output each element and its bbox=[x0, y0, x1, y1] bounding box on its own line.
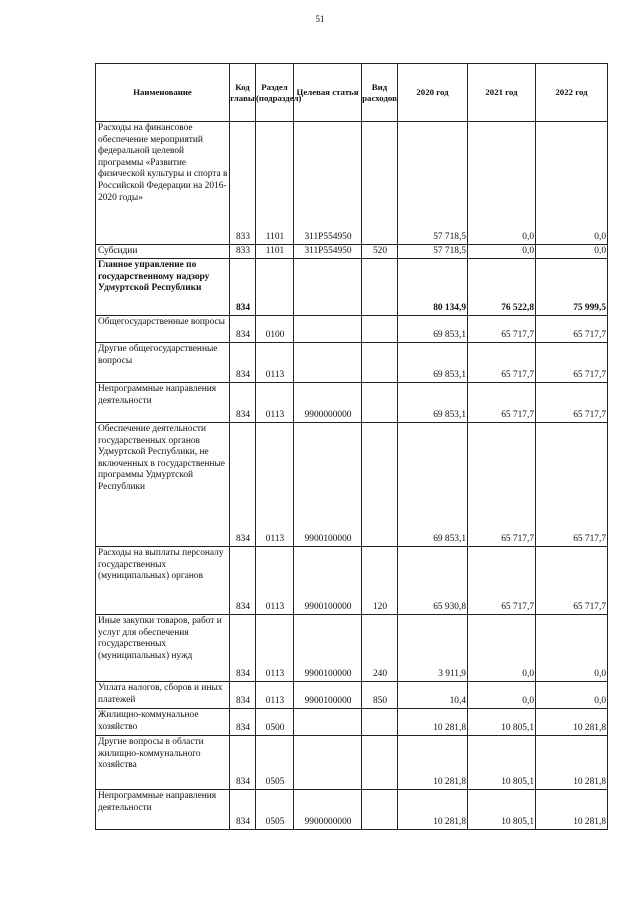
row-2021: 65 717,7 bbox=[468, 383, 536, 423]
row-expense: 240 bbox=[362, 615, 398, 682]
row-2022: 10 281,8 bbox=[536, 709, 608, 736]
row-2020: 10 281,8 bbox=[398, 736, 468, 790]
row-target: 311Р554950 bbox=[294, 245, 362, 259]
row-2020: 80 134,9 bbox=[398, 259, 468, 316]
row-name: Общегосударственные вопросы bbox=[96, 316, 230, 343]
table-row bbox=[96, 736, 608, 790]
row-chapter: 834 bbox=[230, 316, 256, 343]
row-2021: 0,0 bbox=[468, 615, 536, 682]
row-2020: 3 911,9 bbox=[398, 615, 468, 682]
row-chapter: 833 bbox=[230, 245, 256, 259]
table-row bbox=[96, 259, 608, 316]
row-2022: 0,0 bbox=[536, 122, 608, 245]
row-section: 0113 bbox=[256, 547, 294, 615]
row-2021: 10 805,1 bbox=[468, 709, 536, 736]
row-expense bbox=[362, 383, 398, 423]
row-expense bbox=[362, 259, 398, 316]
table-row bbox=[96, 122, 608, 245]
row-2022: 0,0 bbox=[536, 682, 608, 709]
row-expense bbox=[362, 790, 398, 830]
row-expense bbox=[362, 423, 398, 547]
header-target: Целевая статья bbox=[294, 64, 362, 122]
row-2021: 65 717,7 bbox=[468, 343, 536, 383]
row-2020: 69 853,1 bbox=[398, 383, 468, 423]
row-section: 0113 bbox=[256, 423, 294, 547]
row-section: 0100 bbox=[256, 316, 294, 343]
table-row bbox=[96, 383, 608, 423]
row-expense bbox=[362, 316, 398, 343]
row-name: Иные закупки товаров, работ и услуг для обеспечения государственных (муниципальных) нужд bbox=[96, 615, 230, 682]
row-2022: 65 717,7 bbox=[536, 383, 608, 423]
row-target bbox=[294, 343, 362, 383]
row-2021: 65 717,7 bbox=[468, 547, 536, 615]
row-target: 9900100000 bbox=[294, 615, 362, 682]
row-2020: 69 853,1 bbox=[398, 343, 468, 383]
row-chapter: 834 bbox=[230, 547, 256, 615]
row-target: 9900000000 bbox=[294, 383, 362, 423]
row-2021: 0,0 bbox=[468, 122, 536, 245]
table-row bbox=[96, 316, 608, 343]
row-section: 0500 bbox=[256, 709, 294, 736]
row-section bbox=[256, 259, 294, 316]
row-name: Уплата налогов, сборов и иных платежей bbox=[96, 682, 230, 709]
row-target: 9900100000 bbox=[294, 423, 362, 547]
row-2022: 0,0 bbox=[536, 615, 608, 682]
row-2022: 65 717,7 bbox=[536, 343, 608, 383]
row-expense: 850 bbox=[362, 682, 398, 709]
row-expense bbox=[362, 122, 398, 245]
row-section: 0113 bbox=[256, 383, 294, 423]
row-2022: 65 717,7 bbox=[536, 316, 608, 343]
budget-table bbox=[95, 63, 608, 830]
row-2020: 69 853,1 bbox=[398, 423, 468, 547]
row-2022: 10 281,8 bbox=[536, 790, 608, 830]
row-target: 9900000000 bbox=[294, 790, 362, 830]
row-2021: 10 805,1 bbox=[468, 790, 536, 830]
row-expense bbox=[362, 709, 398, 736]
row-name: Другие вопросы в области жилищно-коммунального хозяйства bbox=[96, 736, 230, 790]
row-chapter: 834 bbox=[230, 736, 256, 790]
row-target bbox=[294, 709, 362, 736]
row-chapter: 834 bbox=[230, 259, 256, 316]
header-2022: 2022 год bbox=[536, 64, 608, 122]
table-row bbox=[96, 615, 608, 682]
row-chapter: 834 bbox=[230, 682, 256, 709]
row-chapter: 833 bbox=[230, 122, 256, 245]
row-section: 0505 bbox=[256, 790, 294, 830]
row-target bbox=[294, 316, 362, 343]
row-expense: 520 bbox=[362, 245, 398, 259]
row-expense bbox=[362, 736, 398, 790]
row-2020: 69 853,1 bbox=[398, 316, 468, 343]
row-target bbox=[294, 736, 362, 790]
row-chapter: 834 bbox=[230, 615, 256, 682]
row-target: 9900100000 bbox=[294, 547, 362, 615]
row-section: 0113 bbox=[256, 343, 294, 383]
row-2020: 10 281,8 bbox=[398, 790, 468, 830]
row-2021: 65 717,7 bbox=[468, 423, 536, 547]
table-row bbox=[96, 790, 608, 830]
header-2020: 2020 год bbox=[398, 64, 468, 122]
row-2021: 65 717,7 bbox=[468, 316, 536, 343]
row-chapter: 834 bbox=[230, 383, 256, 423]
row-2021: 0,0 bbox=[468, 682, 536, 709]
row-2021: 0,0 bbox=[468, 245, 536, 259]
row-section: 0113 bbox=[256, 615, 294, 682]
row-chapter: 834 bbox=[230, 709, 256, 736]
table-row bbox=[96, 423, 608, 547]
row-target: 9900100000 bbox=[294, 682, 362, 709]
row-section: 0505 bbox=[256, 736, 294, 790]
row-2022: 0,0 bbox=[536, 245, 608, 259]
table-row bbox=[96, 343, 608, 383]
table-row bbox=[96, 682, 608, 709]
row-chapter: 834 bbox=[230, 423, 256, 547]
row-2022: 65 717,7 bbox=[536, 547, 608, 615]
row-2020: 65 930,8 bbox=[398, 547, 468, 615]
row-expense bbox=[362, 343, 398, 383]
row-chapter: 834 bbox=[230, 790, 256, 830]
row-2022: 10 281,8 bbox=[536, 736, 608, 790]
row-section: 1101 bbox=[256, 245, 294, 259]
row-2022: 65 717,7 bbox=[536, 423, 608, 547]
row-expense: 120 bbox=[362, 547, 398, 615]
row-chapter: 834 bbox=[230, 343, 256, 383]
row-2020: 10,4 bbox=[398, 682, 468, 709]
row-name: Непрограммные направления деятельности bbox=[96, 383, 230, 423]
table-row bbox=[96, 245, 608, 259]
header-2021: 2021 год bbox=[468, 64, 536, 122]
row-name: Главное управление по государственному надзору Удмуртской Республики bbox=[96, 259, 230, 316]
table-row bbox=[96, 709, 608, 736]
row-name: Другие общегосударственные вопросы bbox=[96, 343, 230, 383]
row-name: Обеспечение деятельности государственных органов Удмуртской Республики, не включенных в государственные программы Удмуртской Республики bbox=[96, 423, 230, 547]
row-name: Непрограммные направления деятельности bbox=[96, 790, 230, 830]
row-2020: 10 281,8 bbox=[398, 709, 468, 736]
header-name: Наименование bbox=[96, 64, 230, 122]
row-target: 311Р554950 bbox=[294, 122, 362, 245]
row-name: Субсидии bbox=[96, 245, 230, 259]
table-row bbox=[96, 547, 608, 615]
row-name: Жилищно-коммунальное хозяйство bbox=[96, 709, 230, 736]
header-chapter: Код главы bbox=[230, 64, 256, 122]
row-2021: 76 522,8 bbox=[468, 259, 536, 316]
row-2020: 57 718,5 bbox=[398, 122, 468, 245]
row-2020: 57 718,5 bbox=[398, 245, 468, 259]
page-number: 51 bbox=[315, 14, 325, 24]
header-expense: Вид расходов bbox=[362, 64, 398, 122]
row-section: 0113 bbox=[256, 682, 294, 709]
row-target bbox=[294, 259, 362, 316]
row-section: 1101 bbox=[256, 122, 294, 245]
header-section: Раздел (подраздел) bbox=[256, 64, 294, 122]
row-name: Расходы на выплаты персоналу государственных (муниципальных) органов bbox=[96, 547, 230, 615]
row-2021: 10 805,1 bbox=[468, 736, 536, 790]
row-2022: 75 999,5 bbox=[536, 259, 608, 316]
row-name: Расходы на финансовое обеспечение мероприятий федеральной целевой программы «Развитие физической культуры и спорта в Российской Федерации на 2016-2020 годы» bbox=[96, 122, 230, 245]
header-row bbox=[96, 64, 608, 122]
